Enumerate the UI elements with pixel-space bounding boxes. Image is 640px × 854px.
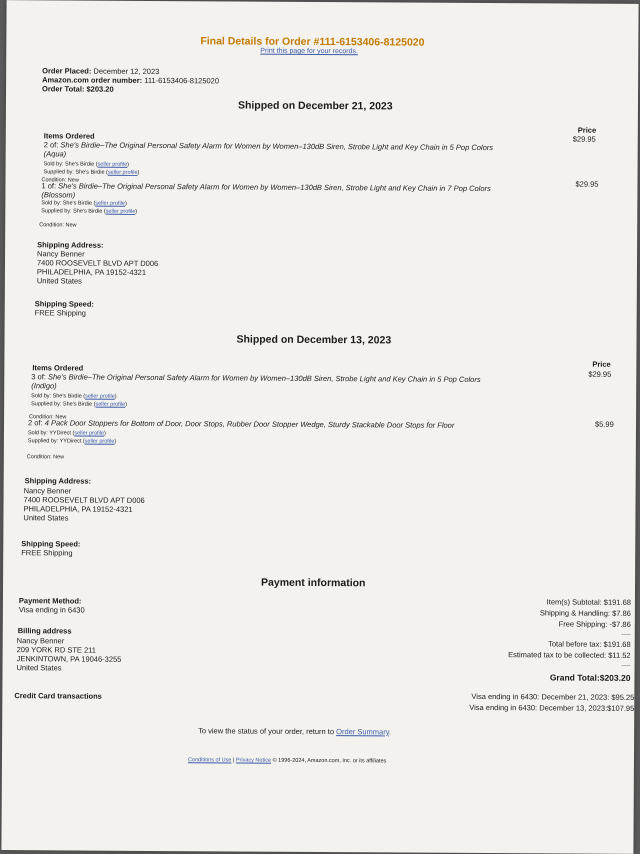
supplied-by: Supplied by: She's Birdie (seller profile) xyxy=(31,401,127,408)
shipment-1-item-2: 1 of: She's Birdie–The Original Personal Safety Alarm for Women by Women–130dB Siren, Strobe Light and Key Chain in 7 Pop Colors (Blossom) Sold by: She's Birdie (seller profile) $^{Supplied by: She's Birdie (seller profile)}$ xyxy=(41,181,491,215)
payment-method: Visa ending in 6430 xyxy=(18,605,85,615)
seller-profile-link[interactable]: seller profile xyxy=(105,208,136,215)
supplied-by: Supplied by: She's Birdie (seller profile) xyxy=(41,208,138,215)
item-price: $29.95 xyxy=(588,369,612,379)
price-label: Price xyxy=(592,359,611,369)
shipping-speed-label: Shipping Speed: xyxy=(21,539,81,549)
page-title: Final Details for Order #111-6153406-8125020 xyxy=(200,35,425,49)
shipment-1-item-1: 2 of: She's Birdie–The Original Personal Safety Alarm for Women by Women–130dB Siren, Strobe Light and Key Chain in 5 Pop Colors (Aqua) Sold by: She's Birdie (seller profile) $^{Supplied by: She's Birdie (seller profile)}$ xyxy=(43,140,494,176)
shipment-2-item-1: 3 of: She's Birdie–The Original Personal Safety Alarm for Women by Women–130dB Siren, Strobe Light and Key Chain in 5 Pop Colors (Indigo) Sold by: She's Birdie (seller profile) $^{Supplied by: She's Birdie (seller profile)}$ xyxy=(31,372,481,408)
separator: ----- xyxy=(621,631,631,638)
item-variant: (Indigo) xyxy=(31,381,57,391)
item-title: She's Birdie–The Original Personal Safety Alarm for Women by Women–130dB Siren, Strobe Light and Key Chain in 7 Pop Colors xyxy=(58,181,491,194)
credit-card-transactions xyxy=(402,692,634,713)
item-price: $5.99 xyxy=(594,419,614,429)
conditions-link[interactable]: Conditions of Use xyxy=(187,757,232,764)
seller-profile-link[interactable]: seller profile xyxy=(84,438,115,445)
items-ordered-label: Items Ordered xyxy=(43,131,95,141)
billing-address: Nancy Benner 209 YORK RD STE 211 JENKINTOWN, PA 19046-3255 United States xyxy=(16,636,122,673)
order-totals xyxy=(442,597,631,683)
price-label: Price xyxy=(577,125,597,135)
shipping-address-label: Shipping Address: xyxy=(37,240,104,250)
print-link[interactable]: Print this page for your records. xyxy=(260,47,358,56)
tax-row: Estimated tax to be collected: $11.52 xyxy=(508,650,631,660)
billing-address-label: Billing address xyxy=(17,626,72,636)
item-variant: (Aqua) xyxy=(43,149,67,159)
item-price: $29.95 xyxy=(572,134,596,144)
sold-by: Sold by: She's Birdie (seller profile) xyxy=(43,161,130,168)
supplied-by: Supplied by: YYDirect (seller profile) xyxy=(27,438,117,445)
total-before-tax-row: Total before tax: $191.68 xyxy=(548,639,631,649)
item-variant: (Blossom) xyxy=(41,190,76,200)
shipment-1-heading: Shipped on December 21, 2023 xyxy=(237,99,393,113)
item-title: She's Birdie–The Original Personal Safety Alarm for Women by Women–130dB Siren, Strobe Light and Key Chain in 5 Pop Colors xyxy=(47,372,481,384)
free-shipping-row: Free Shipping: -$7.86 xyxy=(558,619,631,629)
shipment-2-heading: Shipped on December 13, 2023 xyxy=(236,333,392,347)
shipping-speed: FREE Shipping xyxy=(34,308,87,318)
grand-total-row: Grand Total:$203.20 xyxy=(549,672,631,683)
item-condition: Condition: New xyxy=(26,454,65,461)
item-condition: Condition: New xyxy=(29,414,67,421)
seller-profile-link[interactable]: seller profile xyxy=(85,393,115,400)
separator: ----- xyxy=(621,662,631,669)
sold-by: Sold by: She's Birdie (seller profile) xyxy=(31,393,117,400)
shipment-2-item-2: 2 of: 4 Pack Door Stoppers for Bottom of Door, Door Stops, Rubber Door Stopper Wedge, Sturdy Stackable Door Stops for Floor Sold by: YYDirect (seller profile) $^{Supplied by: YYDirect (seller profile)}$ xyxy=(27,418,455,445)
shipping-speed-label: Shipping Speed: xyxy=(34,299,94,309)
item-price: $29.95 xyxy=(575,179,599,189)
shipping-address: Nancy Benner 7400 ROOSEVELT BLVD APT D006 PHILADELPHIA, PA 19152-4321 United States xyxy=(23,486,145,523)
seller-profile-link[interactable]: seller profile xyxy=(97,161,128,168)
sold-by: Sold by: She's Birdie (seller profile) xyxy=(41,200,127,207)
payment-heading: Payment information xyxy=(261,576,366,590)
order-placed-row: Order Placed: December 12, 2023 xyxy=(42,66,160,77)
item-condition: Condition: New xyxy=(41,177,79,184)
seller-profile-link[interactable]: seller profile xyxy=(95,401,126,408)
seller-profile-link[interactable]: seller profile xyxy=(95,200,125,207)
shipping-address: Nancy Benner 7400 ROOSEVELT BLVD APT D006 PHILADELPHIA, PA 19152-4321 United States xyxy=(36,249,159,286)
order-number-row: Amazon.com order number: 111-6153406-8125020 xyxy=(42,75,220,86)
order-status-text: To view the status of your order, return to Order Summary. xyxy=(198,726,392,737)
item-title: She's Birdie–The Original Personal Safety Alarm for Women by Women–130dB Siren, Strobe Light and Key Chain in 5 Pop Colors xyxy=(60,140,494,153)
seller-profile-link[interactable]: seller profile xyxy=(107,169,138,176)
payment-method-label: Payment Method: xyxy=(18,596,82,606)
sold-by: Sold by: YYDirect (seller profile) xyxy=(27,430,106,437)
printed-page xyxy=(1,0,638,854)
subtotal-row: Item(s) Subtotal: $191.68 xyxy=(546,597,631,607)
credit-card-label: Credit Card transactions xyxy=(14,691,102,701)
shipping-address-label: Shipping Address: xyxy=(24,476,92,486)
order-total-row: Order Total: $203.20 xyxy=(42,84,114,94)
privacy-link[interactable]: Privacy Notice xyxy=(235,757,272,764)
transaction-row: Visa ending in 6430: December 21, 2023: $95.25 xyxy=(471,691,635,702)
seller-profile-link[interactable]: seller profile xyxy=(74,430,105,437)
item-title: 4 Pack Door Stoppers for Bottom of Door, Door Stops, Rubber Door Stopper Wedge, Sturdy Stackable Door Stops for Floor xyxy=(44,418,455,430)
order-summary-link[interactable]: Order Summary xyxy=(336,727,389,737)
transaction-row: Visa ending in 6430: December 13, 2023:$107.95 xyxy=(469,702,635,713)
shipping-speed: FREE Shipping xyxy=(21,548,73,558)
page-footer: Conditions of Use | Privacy Notice © 1996-2024, Amazon.com, Inc. or its affiliates xyxy=(187,757,387,765)
item-condition: Condition: New xyxy=(39,222,77,229)
items-ordered-label: Items Ordered xyxy=(32,363,84,373)
supplied-by: Supplied by: She's Birdie (seller profile) xyxy=(43,169,140,176)
shipping-row: Shipping & Handling: $7.86 xyxy=(539,608,631,618)
